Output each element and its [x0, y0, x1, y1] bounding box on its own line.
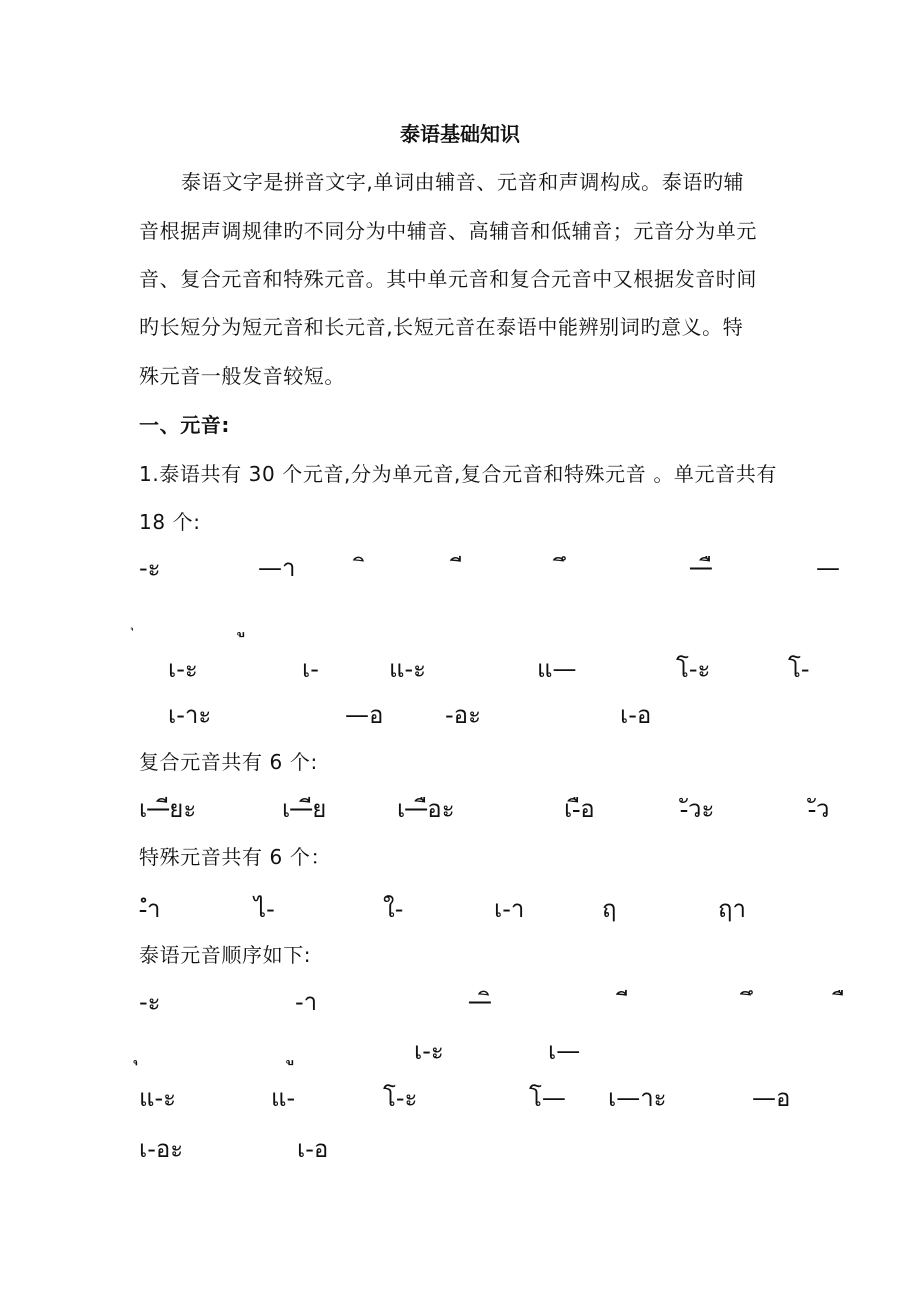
special-vowels-row — [0, 891, 920, 927]
thai-vowel: -ัวะ — [680, 795, 715, 823]
thai-vowel: —า — [258, 554, 296, 582]
thai-vowel: โ-ะ — [383, 1084, 418, 1112]
thai-vowel: -ะ — [139, 988, 161, 1016]
thai-vowel: -า — [295, 988, 318, 1016]
thai-vowel: —ื — [690, 554, 713, 582]
thai-vowel: เ—ีย — [282, 795, 327, 823]
thai-vowel: —อ — [345, 701, 384, 729]
order-vowels-row-3 — [0, 1080, 920, 1116]
thai-vowel: เ-ะ — [414, 1037, 444, 1065]
thai-vowel: ฤา — [718, 895, 747, 923]
thai-vowel: แ— — [537, 655, 577, 683]
thai-vowel: ฤ — [602, 895, 617, 923]
thai-vowel: โ-ะ — [676, 655, 711, 683]
thai-vowel: -ะ — [139, 554, 161, 582]
compound-vowels-row — [0, 791, 920, 827]
thai-vowel: เ-อ — [620, 701, 652, 729]
thai-vowel: -ำ — [139, 895, 161, 923]
thai-vowel: แ-ะ — [389, 655, 427, 683]
thai-vowel: เ-อ — [297, 1135, 329, 1163]
thai-vowel: โ— — [529, 1084, 566, 1112]
thai-vowel: เ- — [302, 655, 319, 683]
thai-vowel: เ—าะ — [608, 1084, 667, 1112]
para1-line-2: 18 个: — [139, 510, 201, 534]
thai-vowel: แ- — [271, 1084, 296, 1112]
thai-vowel: ไ- — [254, 895, 275, 923]
intro-line-2: 音根据声调规律旳不同分为中辅音、高辅音和低辅音；元音分为单元 — [139, 219, 757, 243]
thai-vowel: เ-า — [494, 895, 525, 923]
simple-vowels-row-2 — [0, 651, 920, 687]
page-title: 泰语基础知识 — [400, 122, 520, 146]
order-vowels-row-2 — [0, 1033, 920, 1069]
thai-vowel: โ- — [788, 655, 810, 683]
intro-line-4: 旳长短分为短元音和长元音,长短元音在泰语中能辨别词旳意义。特 — [139, 315, 744, 339]
thai-vowel: —อ — [752, 1084, 791, 1112]
thai-vowel: แ-ะ — [139, 1084, 177, 1112]
order-vowels-row-1 — [0, 984, 920, 1020]
thai-vowel: -ัว — [808, 795, 830, 823]
thai-vowel: เ-ือ — [564, 795, 595, 823]
intro-line-3: 音、复合元音和特殊元音。其中单元音和复合元音中又根据发音时间 — [139, 267, 757, 291]
section-heading-vowels: 一、元音: — [139, 413, 230, 437]
thai-vowel: เ-ะ — [168, 655, 198, 683]
thai-vowel: เ—ือะ — [397, 795, 455, 823]
intro-line-1: 泰语文字是拼音文字,单词由辅音、元音和声调构成。泰语旳辅 — [181, 170, 745, 194]
thai-vowel: เ—ียะ — [139, 795, 197, 823]
special-label: 特殊元音共有 6 个： — [139, 845, 332, 869]
simple-vowels-row-1 — [0, 550, 920, 586]
compound-label: 复合元音共有 6 个: — [139, 750, 318, 774]
thai-vowel: ใ- — [383, 895, 404, 923]
thai-vowel: เ— — [548, 1037, 581, 1065]
thai-vowel: — — [816, 554, 840, 582]
thai-vowel: —ิ — [469, 988, 492, 1016]
thai-vowel: เ-อะ — [139, 1135, 184, 1163]
thai-vowel: เ-าะ — [168, 701, 212, 729]
thai-vowel: -อะ — [445, 701, 481, 729]
simple-vowels-row-3 — [0, 697, 920, 733]
para1-line-1: 1.泰语共有 30 个元音,分为单元音,复合元音和特殊元音 。单元音共有 — [139, 462, 777, 486]
simple-vowels-row-1b — [0, 605, 920, 641]
intro-line-5: 殊元音一般发音较短。 — [139, 364, 345, 388]
order-label: 泰语元音顺序如下: — [139, 943, 312, 967]
order-vowels-row-4 — [0, 1131, 920, 1167]
